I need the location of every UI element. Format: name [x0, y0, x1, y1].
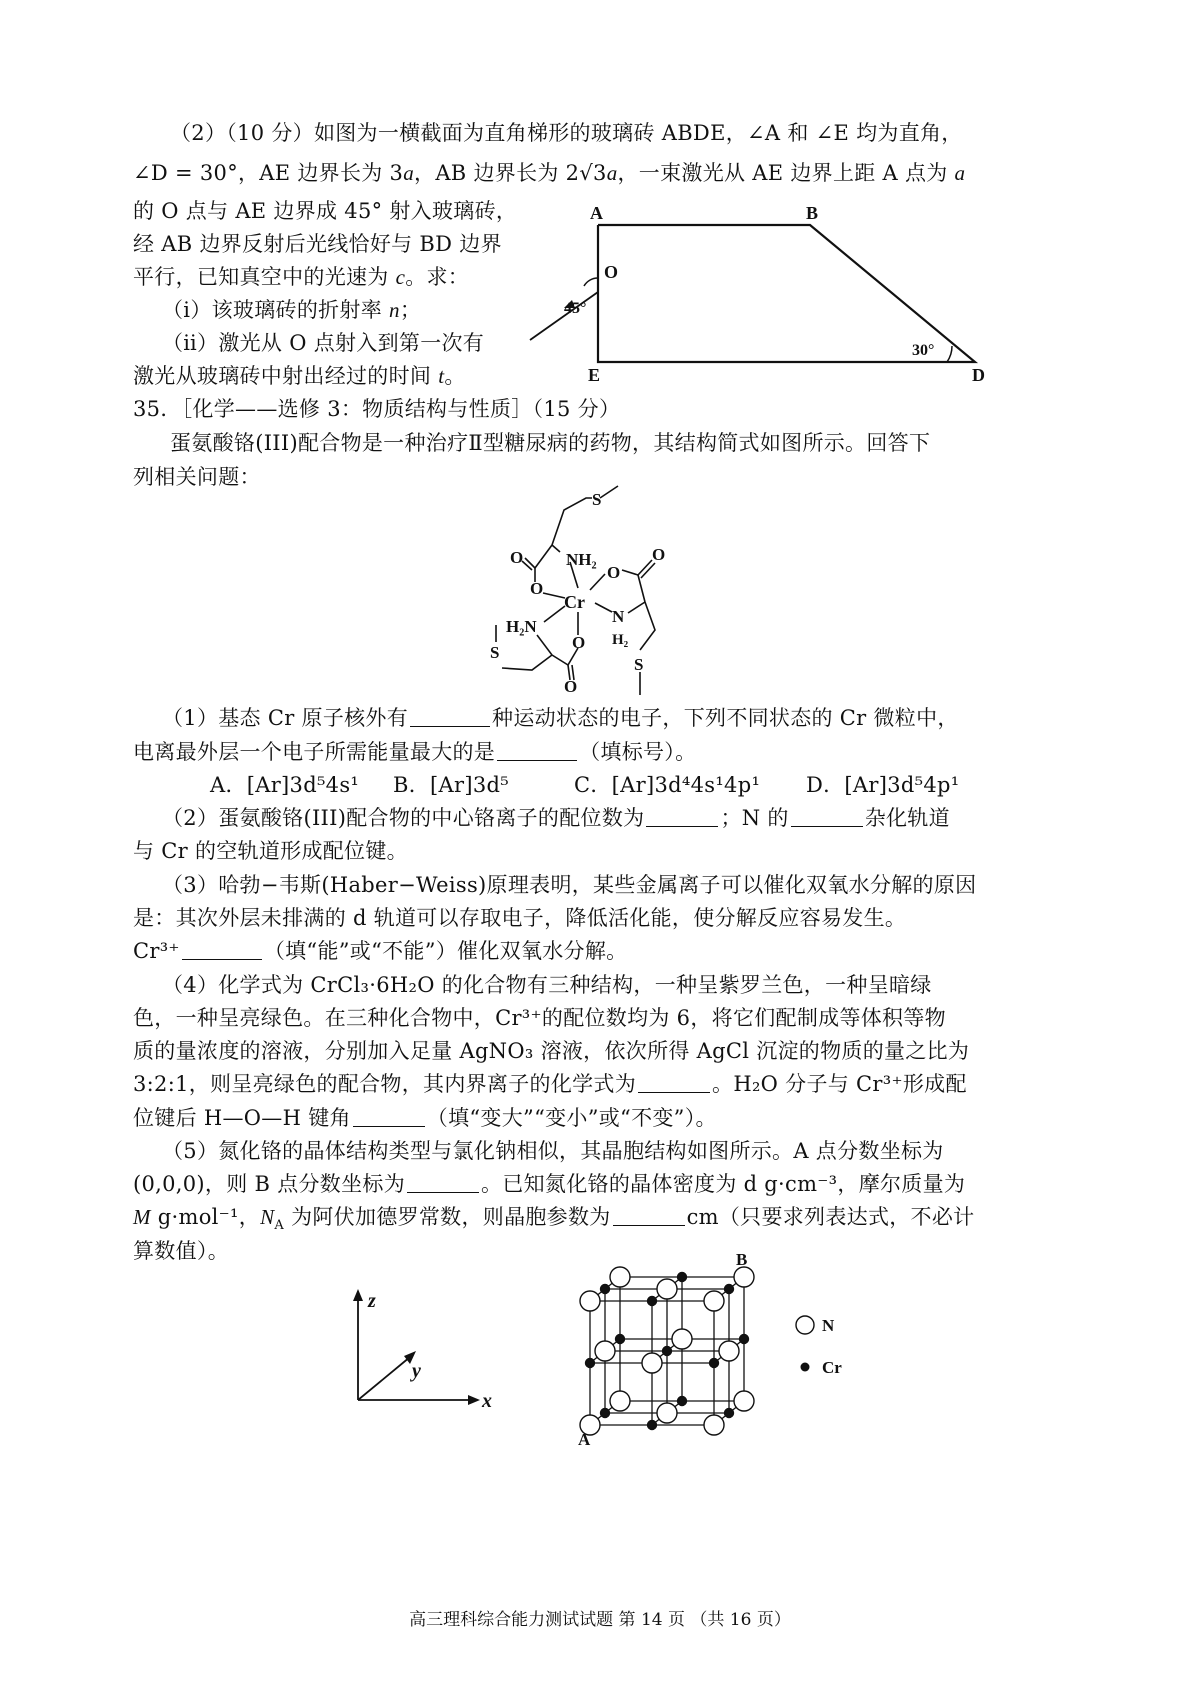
mol-Cr: Cr	[564, 592, 585, 612]
legend-n-symbol	[796, 1316, 814, 1334]
phys-line-7: （ⅱ）激光从 O 点射入到第一次有	[162, 331, 485, 355]
axis-x-label: x	[482, 1390, 492, 1412]
q2-line-1: （2）蛋氨酸铬(III)配合物的中心铬离子的配位数为 ；N 的 杂化轨道	[162, 806, 950, 830]
q1-blank-1[interactable]	[410, 704, 490, 727]
cr-atom	[648, 1421, 657, 1430]
q4-line-2: 色，一种呈亮绿色。在三种化合物中，Cr³⁺的配位数均为 6，将它们配制成等体积等物	[133, 1006, 946, 1030]
phys-line-2: ∠D = 30°，AE 边界长为 3a，AB 边界长为 2√3a，一束激光从 AE 边界上距 A 点为 a	[133, 161, 966, 185]
label-30deg: 30°	[912, 342, 935, 359]
q1-option-B: B．[Ar]3d⁵	[393, 773, 509, 797]
n-atom	[657, 1279, 677, 1299]
q4-line-4: 3:2:1，则呈亮绿色的配合物，其内界离子的化学式为 。H₂O 分子与 Cr³⁺形成配	[133, 1072, 967, 1096]
label-B: B	[806, 203, 819, 223]
n-atom	[734, 1391, 754, 1411]
mol-N: N	[612, 607, 625, 626]
n-atom	[704, 1291, 724, 1311]
n-atom	[704, 1415, 724, 1435]
crystal-cell-figure	[560, 1250, 900, 1450]
cr-atom	[725, 1409, 734, 1418]
mol-NH2: NH₂	[566, 550, 597, 569]
label-D: D	[972, 365, 985, 385]
q1-line-2: 电离最外层一个电子所需能量最大的是 （填标号）。	[133, 740, 697, 764]
trapezoid-figure	[520, 200, 990, 390]
legend-cr-symbol	[801, 1363, 810, 1372]
q4-line-1: （4）化学式为 CrCl₃·6H₂O 的化合物有三种结构，一种呈紫罗兰色，一种呈暗绿	[162, 973, 932, 997]
phys-line-4: 经 AB 边界反射后光线恰好与 BD 边界	[133, 232, 502, 256]
legend-n-label: N	[822, 1316, 835, 1335]
q5-blank-1[interactable]	[407, 1170, 479, 1193]
q2-blank-1[interactable]	[646, 804, 718, 827]
q35-intro-2: 列相关问题：	[133, 465, 261, 489]
q4-line-3: 质的量浓度的溶液，分别加入足量 AgNO₃ 溶液，依次所得 AgCl 沉淀的物质的量之比为	[133, 1039, 970, 1063]
page-footer: 高三理科综合能力测试试题 第 14 页 （共 16 页）	[409, 1610, 791, 1630]
q1-option-A: A．[Ar]3d⁵4s¹	[210, 773, 360, 797]
q2-line-2: 与 Cr 的空轨道形成配位键。	[133, 839, 408, 863]
n-atom	[610, 1267, 630, 1287]
axis-z-label: z	[368, 1290, 376, 1312]
cr-atom	[601, 1285, 610, 1294]
label-45deg: 45°	[564, 300, 587, 317]
q3-line-1: （3）哈勃−韦斯(Haber−Weiss)原理表明，某些金属离子可以催化双氧水分解的原因	[162, 873, 977, 897]
angle-30-arc	[947, 346, 952, 362]
label-E: E	[588, 365, 601, 385]
cr-atom	[601, 1409, 610, 1418]
q4-blank-1[interactable]	[638, 1070, 710, 1093]
mol-O-4: O	[652, 545, 666, 564]
mol-O-2: O	[510, 548, 524, 567]
label-A: A	[578, 1430, 591, 1449]
q4-blank-2[interactable]	[353, 1104, 425, 1127]
cr-atom	[725, 1285, 734, 1294]
cr-atom	[648, 1297, 657, 1306]
xyz-axes-figure	[340, 1285, 510, 1425]
cr-atom	[740, 1335, 749, 1344]
q5-line-4: 算数值）。	[133, 1239, 229, 1263]
q35-intro-1: 蛋氨酸铬(III)配合物是一种治疗Ⅱ型糖尿病的药物，其结构简式如图所示。回答下	[170, 431, 931, 455]
axis-y-label: y	[412, 1360, 421, 1382]
q5-blank-2[interactable]	[613, 1203, 685, 1226]
phys-line-6: （ⅰ）该玻璃砖的折射率 n；	[162, 298, 422, 322]
n-atom	[642, 1353, 662, 1373]
q2-blank-2[interactable]	[791, 804, 863, 827]
n-atom	[672, 1329, 692, 1349]
legend-cr-label: Cr	[822, 1358, 842, 1377]
q5-line-2: (0,0,0)，则 B 点分数坐标为 。已知氮化铬的晶体密度为 d g·cm⁻³，摩尔质量为	[133, 1172, 966, 1196]
label-A: A	[590, 203, 603, 223]
angle-45-arc	[584, 278, 598, 286]
cr-atom	[616, 1335, 625, 1344]
mol-H2: H₂	[612, 632, 629, 648]
label-O: O	[604, 262, 619, 282]
mol-S-1: S	[592, 490, 602, 509]
phys-line-3: 的 O 点与 AE 边界成 45° 射入玻璃砖，	[133, 199, 518, 223]
q4-line-5: 位键后 H—O—H 键角 （填“变大”“变小”或“不变”）。	[133, 1106, 717, 1130]
q3-line-2: 是：其次外层未排满的 d 轨道可以存取电子，降低活化能，使分解反应容易发生。	[133, 906, 907, 930]
n-atom	[734, 1267, 754, 1287]
q35-heading: 35．［化学——选修 3：物质结构与性质］（15 分）	[133, 397, 621, 421]
q5-line-1: （5）氮化铬的晶体结构类型与氯化钠相似，其晶胞结构如图所示。A 点分数坐标为	[162, 1139, 944, 1163]
q1-option-C: C．[Ar]3d⁴4s¹4p¹	[574, 773, 761, 797]
mol-S-3: S	[490, 643, 500, 662]
n-atom	[610, 1391, 630, 1411]
phys-line-8: 激光从玻璃砖中射出经过的时间 t。	[133, 364, 466, 388]
n-atom	[719, 1341, 739, 1361]
mol-O-5: O	[572, 633, 586, 652]
cr-atom	[678, 1273, 687, 1282]
q5-line-3: M g·mol⁻¹，$N_A$ 为阿伏加德罗常数，则晶胞参数为 cm（只要求列表达式，不必计	[133, 1205, 975, 1234]
cr-atom	[586, 1359, 595, 1368]
n-atom	[595, 1341, 615, 1361]
cr-atom	[710, 1359, 719, 1368]
cr-atom	[663, 1347, 672, 1356]
q1-line-1: （1）基态 Cr 原子核外有 种运动状态的电子，下列不同状态的 Cr 微粒中，	[162, 706, 959, 730]
cr-atom	[678, 1397, 687, 1406]
mol-O-6: O	[564, 677, 578, 696]
q1-blank-2[interactable]	[497, 738, 577, 761]
chromium-complex-structure	[480, 490, 710, 715]
mol-H2N: H₂N	[506, 617, 537, 636]
label-B: B	[736, 1250, 748, 1269]
q3-line-3: Cr³⁺ （填“能”或“不能”）催化双氧水分解。	[133, 939, 628, 963]
q1-option-D: D．[Ar]3d⁵4p¹	[806, 773, 960, 797]
n-atom	[580, 1291, 600, 1311]
mol-O-1: O	[530, 579, 544, 598]
phys-line-1: （2）（10 分）如图为一横截面为直角梯形的玻璃砖 ABDE，∠A 和 ∠E 均为直角，	[170, 121, 963, 145]
mol-S-2: S	[634, 655, 644, 674]
phys-line-5: 平行，已知真空中的光速为 c。求：	[133, 265, 470, 289]
mol-O-3: O	[607, 563, 621, 582]
q3-blank[interactable]	[182, 937, 262, 960]
n-atom	[657, 1403, 677, 1423]
